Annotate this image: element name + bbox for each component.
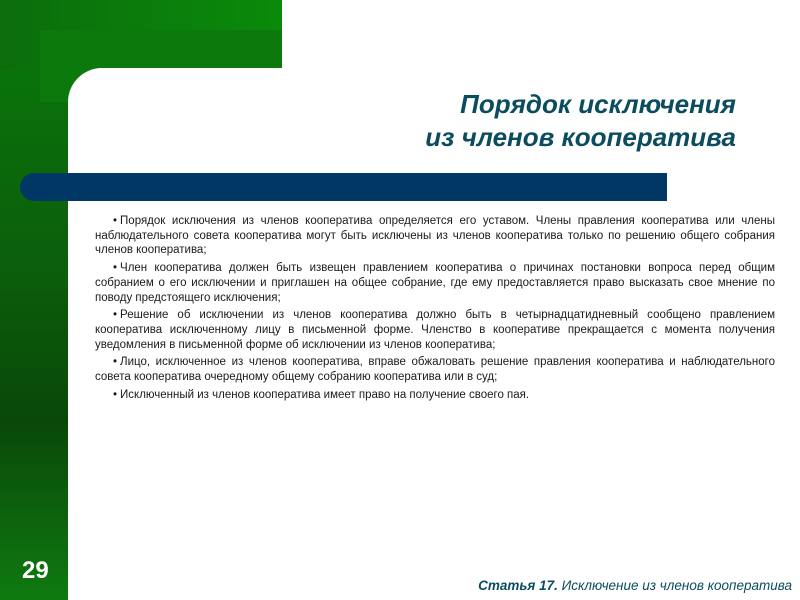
slide-title (316, 88, 736, 154)
title-underline-bar (20, 173, 667, 201)
list-item (95, 388, 775, 403)
page-number: 29 (22, 557, 49, 584)
footer-label: Статья 17. (478, 578, 558, 593)
list-item (95, 308, 775, 352)
bullet-list (95, 214, 775, 405)
list-item (95, 261, 775, 305)
bullet-icon: • (113, 309, 118, 322)
title-line-2: из членов кооператива (425, 122, 736, 152)
list-item-text: Лицо, исключенное из членов кооператива, вправе обжаловать решение правления кооператива и наблюдательного совета кооператива очередному общему собранию кооператива или в суд; (95, 356, 775, 384)
list-item-text: Решение об исключении из членов кооператива должно быть в четырнадцатидневный сообщено правлением кооператива исключенному лицу в письменной форме. Членство в кооперативе прекращается с момента получения уведомления в письменной форме об исключении из членов кооператива; (95, 309, 775, 351)
list-item-text: Член кооператива должен быть извещен правлением кооператива о причинах постановки вопроса перед общим собранием о его исключении и приглашен на общее собрание, где ему предоставляется право высказать свое мнение по поводу предстоящего исключения; (95, 262, 775, 304)
list-item (95, 355, 775, 384)
bullet-icon: • (113, 356, 118, 369)
bullet-icon: • (113, 215, 118, 227)
footer-text: Исключение из членов кооператива (561, 578, 792, 593)
list-item-text: Порядок исключения из членов кооператива определяется его уставом. Члены правления кооператива или члены наблюдательного совета кооператива могут быть исключены из членов кооператива только по решению общего собрания членов кооператива; (95, 215, 775, 257)
bullet-icon: • (113, 262, 118, 275)
title-line-1: Порядок исключения (460, 89, 736, 119)
footer-caption (478, 578, 792, 593)
list-item-text: Исключенный из членов кооператива имеет право на получение своего пая. (120, 388, 530, 401)
bullet-icon: • (113, 388, 118, 401)
list-item (95, 214, 775, 258)
